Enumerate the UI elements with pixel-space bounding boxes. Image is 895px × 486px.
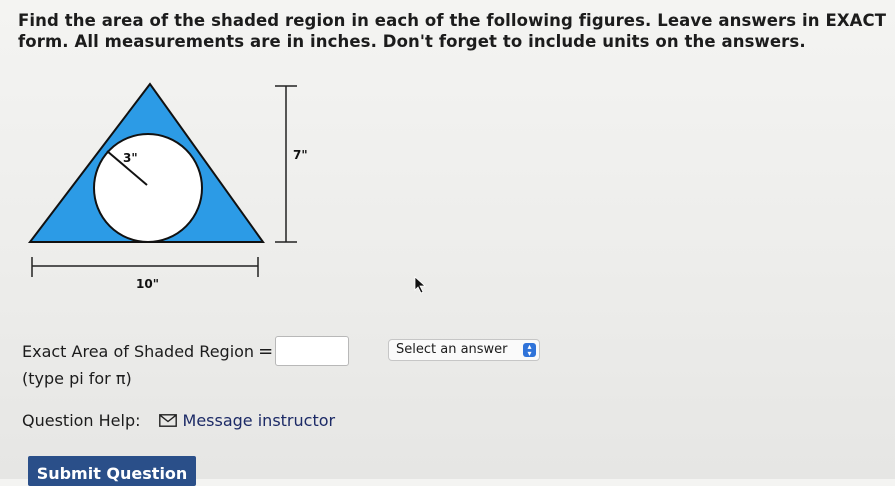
inscribed-circle — [94, 134, 202, 242]
area-answer-input[interactable] — [275, 336, 349, 366]
units-select-value: Select an answer — [396, 342, 508, 357]
base-label: 10" — [136, 277, 159, 291]
submit-question-button[interactable]: Submit Question — [28, 456, 196, 486]
mail-icon — [159, 414, 177, 427]
question-instructions: Find the area of the shaded region in each of the following figures. Leave answers in EXACT form. All measurements are in inches. Don't forget to include units on the answers. — [18, 11, 887, 51]
message-instructor-link[interactable]: Message instructor — [182, 411, 336, 430]
question-help-label: Question Help: — [22, 411, 141, 430]
radius-label: 3" — [123, 151, 138, 165]
equals-sign: = — [258, 340, 274, 362]
units-select[interactable] — [388, 339, 540, 361]
height-label: 7" — [293, 148, 308, 162]
question-help — [22, 411, 335, 430]
answer-row — [22, 334, 349, 368]
mouse-pointer-icon — [413, 276, 427, 294]
select-arrows-icon: ▴ ▾ — [523, 343, 536, 357]
answer-label: Exact Area of Shaded Region — [22, 341, 255, 361]
pi-hint: (type pi for π) — [22, 369, 132, 388]
